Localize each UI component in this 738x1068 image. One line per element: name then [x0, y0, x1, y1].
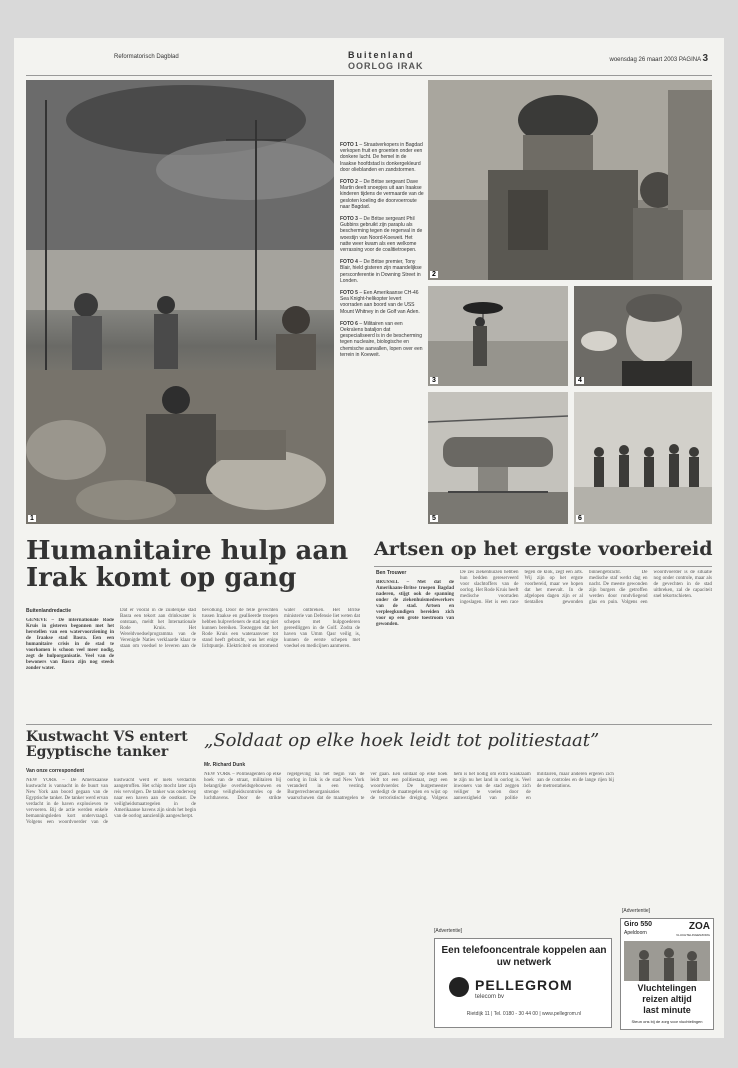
photo-number: 5: [432, 515, 436, 522]
ad-tagline2: reizen altijd: [642, 994, 692, 1004]
soldier-helmet-photo: [428, 80, 712, 280]
section-divider: [26, 724, 712, 725]
soldier-scene-icon: [428, 80, 712, 280]
article1-headline: Humanitaire hulp aan Irak komt op gang: [26, 536, 349, 594]
caption-item: FOTO 2 – De Britse sergeant Dave Martin deelt snoepjes uit aan Iraakse kinderen tijdens de vermaarde van de gesloten koeling die doorvoerroute naar Bagdad.: [340, 179, 424, 210]
article2-byline: Ben Trouwer: [376, 570, 407, 576]
zoa-advert[interactable]: [620, 918, 714, 1030]
subsection-title: OORLOG IRAK: [348, 61, 424, 71]
section-title: Buitenland: [348, 50, 415, 60]
umbrella-scene-icon: [428, 286, 568, 386]
helicopter-photo: [428, 392, 568, 524]
ad-address: Rietdijk 11 | Tel. 0180 - 30 44 00 | www.pellegrom.nl: [466, 1011, 582, 1017]
ad-footer: Steun ons bij de zorg voor vluchtelingen: [631, 1019, 703, 1024]
paper-name: Reformatorisch Dagblad: [114, 54, 179, 60]
article3-byline: Van onze correspondent: [26, 768, 85, 774]
photo-number: 2: [432, 271, 436, 278]
photo-number: 3: [432, 377, 436, 384]
article3-headline: Kustwacht VS entert Egyptische tanker: [26, 729, 188, 760]
photo-captions: [340, 142, 424, 364]
market-crowd-photo: [26, 80, 334, 524]
article1-body: Dat er vooral in de zuidelijke stad Basra een tekort aan drinkwater is ontstaan, meldt het Internationale Rode Kruis. Het Wereldvoedselprogramma van de Verenigde Naties verklaarde klaar te staan om voedsel te leveren aan de bevolking. Door de felle gevechten tussen Iraakse en geallieerde troepen hebben hulpverleners de stad nog niet kunnen bereiken. Toezeggen dat het Rode Kruis een wateraanvoer tot stand heeft gebracht, was het enige lichtpuntje. Elektriciteit en stromend water ontbreken. Het Britse ministerie van Defensie liet weten dat schepen met hulpgoederen gereedliggen in de Golf. Zodra de haven van Umm Qasr veilig is, kunnen de eerste schepen met voedsel en medicijnen aanmeren.: [120, 608, 360, 649]
market-scene-icon: [26, 80, 334, 524]
pellegrom-advert[interactable]: [434, 938, 612, 1028]
ad-tagline3: last minute: [643, 1005, 691, 1015]
ad-tagline1: Vluchtelingen: [637, 983, 697, 993]
date-page: [609, 53, 708, 64]
article2-rule: [374, 566, 712, 567]
article4-body: NEW YORK – Politieagenten op elke hoek van de straat, militairen bij belangrijke overheidsgebouwen en strenge veiligheidscontroles op de luchthavens. Door de strikte regelgeving na het begin van de oorlog in Irak is de stad New York veranderd in een vesting. Burgerrechtenorganisaties waarschuwen dat de maatregelen te ver gaan. Een soldaat op elke hoek leidt tot een politiestaat, zegt een woordvoerder. De burgemeester verdedigt de maatregelen en wijst op de terroristische dreiging. Volgens hem is het nodig om extra waakzaam te zijn nu het land in oorlog is. Veel inwoners van de stad zeggen zich veiliger te voelen door de aanwezigheid van politie en militairen, maar anderen ergeren zich aan de controles en de lange rijen bij de metrostations.: [204, 772, 614, 801]
article2-headline: Artsen op het ergste voorbereid: [374, 538, 713, 560]
caption-item: FOTO 3 – De Britse sergeant Phil Gubbins gebruikt zijn paraplu als bescherming tegen de regenval in de woestijn van Noord-Koeweit. Het natte weer kwam als een welkome verrassing voor de coalitietroepen.: [340, 216, 423, 254]
article3-body: NEW YORK – De Amerikaanse kustwacht is vannacht in de buurt van New York aan boord gegaan van de Egyptische tanker. De tanker werd ervan verdacht in de haven explosieven te vervoeren. Bij de actie werden enkele bemanningsleden kort ondervraagd. Volgens een woordvoerder van de kustwacht werd er niets verdachts aangetroffen. Het schip mocht later zijn reis vervolgen. De tanker was onderweg naar een haven aan de oostkust. De veiligheidsmaatregelen in de Amerikaanse havens zijn sinds het begin van de oorlog aanzienlijk aangescherpt.: [26, 778, 196, 825]
article1-lead: GENEVE – De internationale Rode Kruis in gisteren begonnen met het herstellen van een watervoorziening in de Iraakse stad Basra. Een een humanitaire crisis in de stad te voorkomen is schoon veel meer nodig, zegt de hulporganisatie. Veel van de bewoners van Basra zijn nog steeds zonder water.: [26, 618, 114, 671]
page-number: 3: [702, 53, 708, 64]
photo-number: 6: [578, 515, 582, 522]
marching-scene-icon: [574, 392, 712, 524]
caption-item: FOTO 4 – De Britse premier, Tony Blair, hield gisteren zijn maandelijkse persconferentie in Downing Street in Londen.: [340, 259, 422, 284]
article4-byline: Mr. Richard Dunk: [204, 762, 246, 768]
refugees-icon: [624, 941, 710, 981]
zoa-logo: ZOA: [688, 921, 710, 932]
page-header: [26, 44, 712, 76]
article2-lead: BRUSSEL – Met dat de Amerikaans-Britse troepen Bagdad naderen, stijgt ook de spanning onder de ziekenhuismedewerkers van de stad. Artsen en verpleegkundigen bereiden zich voor op een grote toestroom van gewonden.: [376, 580, 454, 627]
ad-title: Een telefooncentrale koppelen aan uw netwerk: [441, 945, 607, 968]
zoa-sub: VLUCHTELINGENZORG: [676, 933, 710, 937]
ad-brand: PELLEGROM: [475, 977, 573, 993]
ad-tag: [Advertentie]: [434, 928, 463, 934]
tony-blair-photo: [574, 286, 712, 386]
pellegrom-logo-icon: [449, 977, 469, 997]
soldier-umbrella-photo: [428, 286, 568, 386]
article2-body: De zes ziekenhuizen hebben hun bedden gereserveerd voor slachtoffers van de oorlog. Het Rode Kruis heeft medische voorraden ingeslagen. Het is een race tegen de klok, zegt een arts. Wij zijn op het ergste voorbereid, maar we hopen dat het meevalt. In de afgelopen dagen zijn er al tientallen gewonden binnengebracht. De medische staf werkt dag en nacht. De meeste gewonden zijn burgers die getroffen werden door rondvliegend glas en puin. Volgens een woordvoerder is de situatie nog onder controle, maar als de gevechten in de stad uitbreken, zal de capaciteit snel tekortschieten.: [460, 570, 712, 605]
photo-number: 1: [30, 515, 34, 522]
article4-headline: „Soldaat op elke hoek leidt tot politiestaat”: [204, 730, 600, 751]
soldiers-marching-photo: [574, 392, 712, 524]
caption-item: FOTO 5 – Een Amerikaanse CH-46 Sea Knight-helikopter levert voorraden aan boord van de USS Mount Whitney in de Golf van Aden.: [340, 290, 420, 315]
caption-item: FOTO 6 – Militairen van een Oekraïens bataljon dat gespecialiseerd is in de bescherming tegen nucleaire, biologische en chemische aanvallen, lopen over een terrein in Koeweit.: [340, 320, 423, 358]
ad-tag: [Advertentie]: [622, 908, 651, 914]
helicopter-scene-icon: [428, 392, 568, 524]
ad-giro: Giro 550: [624, 921, 653, 928]
issue-date: woensdag 26 maart 2003 PAGINA: [609, 57, 701, 63]
refugees-photo: [624, 941, 710, 981]
ad-city: Apeldoorn: [624, 930, 647, 936]
newspaper-page: [14, 38, 724, 1038]
article1-byline: Buitenlandredactie: [26, 608, 72, 614]
photo-number: 4: [578, 377, 582, 384]
caption-item: FOTO 1 – Straatverkopers in Bagdad verkopen fruit en groenten onder een donkere lucht. De hemel in de Iraakse hoofdstad is donkergekleurd door olieblanden en zandstormen.: [340, 142, 423, 173]
blair-portrait-icon: [574, 286, 712, 386]
ad-brand-sub: telecom bv: [475, 994, 505, 1000]
